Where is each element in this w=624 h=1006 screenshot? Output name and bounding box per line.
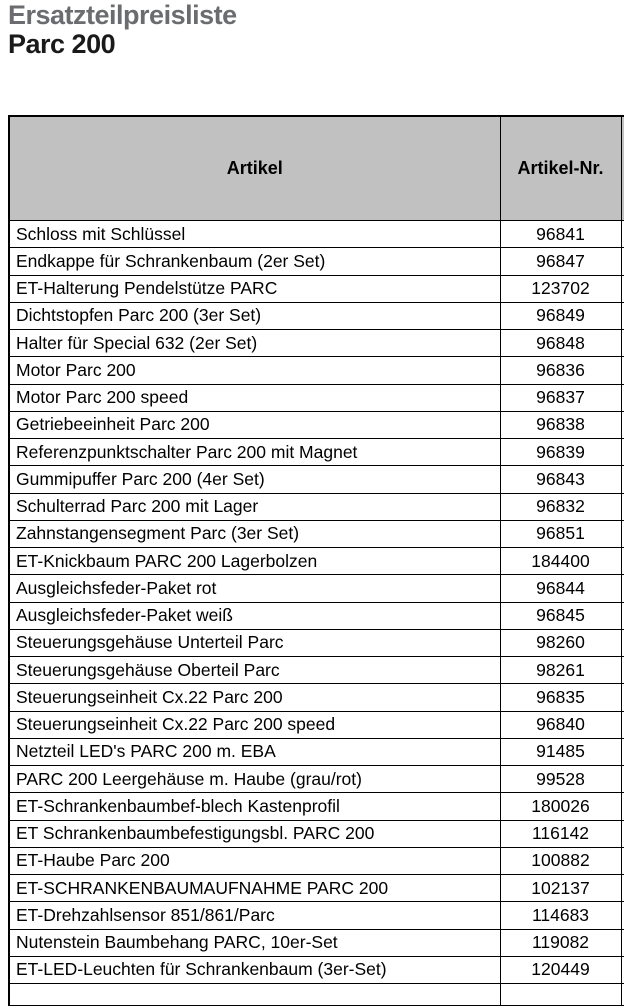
table-row <box>9 711 624 738</box>
artikel-nr-cell: 99528 <box>500 766 621 793</box>
artikel-cell: ET-Schrankenbaumbef-blech Kastenprofil <box>9 793 500 820</box>
artikel-cell: ET Schrankenbaumbefestigungsbl. PARC 200 <box>9 820 500 847</box>
artikel-cell: Schulterrad Parc 200 mit Lager <box>9 493 500 520</box>
table-row <box>9 657 624 684</box>
table-row <box>9 875 624 902</box>
artikel-nr-cell: 100882 <box>500 847 621 874</box>
artikel-cell: Steuerungsgehäuse Unterteil Parc <box>9 629 500 656</box>
table-row <box>9 221 624 248</box>
table-row <box>9 575 624 602</box>
artikel-cell: Dichtstopfen Parc 200 (3er Set) <box>9 302 500 329</box>
column-header-artikel-nr: Artikel-Nr. <box>500 116 621 221</box>
table-row <box>9 275 624 302</box>
artikel-cell: Steuerungsgehäuse Oberteil Parc <box>9 657 500 684</box>
artikel-nr-cell: 180026 <box>500 793 621 820</box>
artikel-cell: Referenzpunktschalter Parc 200 mit Magnet <box>9 439 500 466</box>
table-row <box>9 439 624 466</box>
artikel-nr-cell: 96841 <box>500 221 621 248</box>
parts-table <box>8 115 624 1006</box>
artikel-nr-cell: 98260 <box>500 629 621 656</box>
artikel-nr-cell: 96840 <box>500 711 621 738</box>
page-title: Ersatzteilpreisliste <box>8 0 237 30</box>
artikel-cell: Motor Parc 200 <box>9 357 500 384</box>
table-row <box>9 847 624 874</box>
table-row <box>9 793 624 820</box>
table-row <box>9 629 624 656</box>
artikel-nr-cell: 116142 <box>500 820 621 847</box>
artikel-cell: Endkappe für Schrankenbaum (2er Set) <box>9 248 500 275</box>
artikel-cell: ET-Haube Parc 200 <box>9 847 500 874</box>
table-row <box>9 466 624 493</box>
artikel-nr-cell: 96838 <box>500 411 621 438</box>
artikel-nr-cell <box>500 984 621 1006</box>
artikel-cell: Halter für Special 632 (2er Set) <box>9 330 500 357</box>
table-row <box>9 820 624 847</box>
artikel-cell: Schloss mit Schlüssel <box>9 221 500 248</box>
page-subtitle: Parc 200 <box>8 29 116 59</box>
artikel-nr-cell: 114683 <box>500 902 621 929</box>
artikel-nr-cell: 96839 <box>500 439 621 466</box>
artikel-cell: Ausgleichsfeder-Paket weiß <box>9 602 500 629</box>
artikel-nr-cell: 96849 <box>500 302 621 329</box>
artikel-nr-cell: 96844 <box>500 575 621 602</box>
table-row <box>9 602 624 629</box>
artikel-cell: ET-Drehzahlsensor 851/861/Parc <box>9 902 500 929</box>
table-header <box>9 116 624 221</box>
table-row <box>9 330 624 357</box>
artikel-nr-cell: 96832 <box>500 493 621 520</box>
table-row <box>9 357 624 384</box>
artikel-cell: Ausgleichsfeder-Paket rot <box>9 575 500 602</box>
artikel-nr-cell: 123702 <box>500 275 621 302</box>
artikel-nr-cell: 120449 <box>500 956 621 983</box>
artikel-cell: Netzteil LED's PARC 200 m. EBA <box>9 738 500 765</box>
table-row <box>9 956 624 983</box>
artikel-nr-cell: 96837 <box>500 384 621 411</box>
artikel-cell: ET-Knickbaum PARC 200 Lagerbolzen <box>9 548 500 575</box>
table-row <box>9 493 624 520</box>
table-row <box>9 520 624 547</box>
document-header <box>8 1 237 59</box>
artikel-cell: ET-LED-Leuchten für Schrankenbaum (3er-Set) <box>9 956 500 983</box>
table-row <box>9 684 624 711</box>
table-row <box>9 384 624 411</box>
artikel-cell: PARC 200 Leergehäuse m. Haube (grau/rot) <box>9 766 500 793</box>
artikel-nr-cell: 184400 <box>500 548 621 575</box>
artikel-nr-cell: 96851 <box>500 520 621 547</box>
table-row <box>9 902 624 929</box>
artikel-nr-cell: 96835 <box>500 684 621 711</box>
artikel-cell: Getriebeeinheit Parc 200 <box>9 411 500 438</box>
artikel-cell: ET-SCHRANKENBAUMAUFNAHME PARC 200 <box>9 875 500 902</box>
table-row <box>9 929 624 956</box>
table-row <box>9 738 624 765</box>
artikel-nr-cell: 96847 <box>500 248 621 275</box>
table-body <box>9 221 624 1006</box>
column-header-artikel: Artikel <box>9 116 500 221</box>
artikel-nr-cell: 96845 <box>500 602 621 629</box>
artikel-cell: Motor Parc 200 speed <box>9 384 500 411</box>
table-header-row <box>9 116 624 221</box>
artikel-nr-cell: 96843 <box>500 466 621 493</box>
artikel-cell: ET-Halterung Pendelstütze PARC <box>9 275 500 302</box>
artikel-cell: Zahnstangensegment Parc (3er Set) <box>9 520 500 547</box>
table-row <box>9 766 624 793</box>
table-row <box>9 302 624 329</box>
artikel-nr-cell: 91485 <box>500 738 621 765</box>
artikel-nr-cell: 102137 <box>500 875 621 902</box>
table-row <box>9 411 624 438</box>
artikel-nr-cell: 96836 <box>500 357 621 384</box>
artikel-nr-cell: 96848 <box>500 330 621 357</box>
table-row <box>9 548 624 575</box>
table-row-partial <box>9 984 624 1006</box>
artikel-cell: Nutenstein Baumbehang PARC, 10er-Set <box>9 929 500 956</box>
artikel-nr-cell: 98261 <box>500 657 621 684</box>
artikel-cell <box>9 984 500 1006</box>
artikel-nr-cell: 119082 <box>500 929 621 956</box>
artikel-cell: Steuerungseinheit Cx.22 Parc 200 <box>9 684 500 711</box>
artikel-cell: Gummipuffer Parc 200 (4er Set) <box>9 466 500 493</box>
table-row <box>9 248 624 275</box>
artikel-cell: Steuerungseinheit Cx.22 Parc 200 speed <box>9 711 500 738</box>
